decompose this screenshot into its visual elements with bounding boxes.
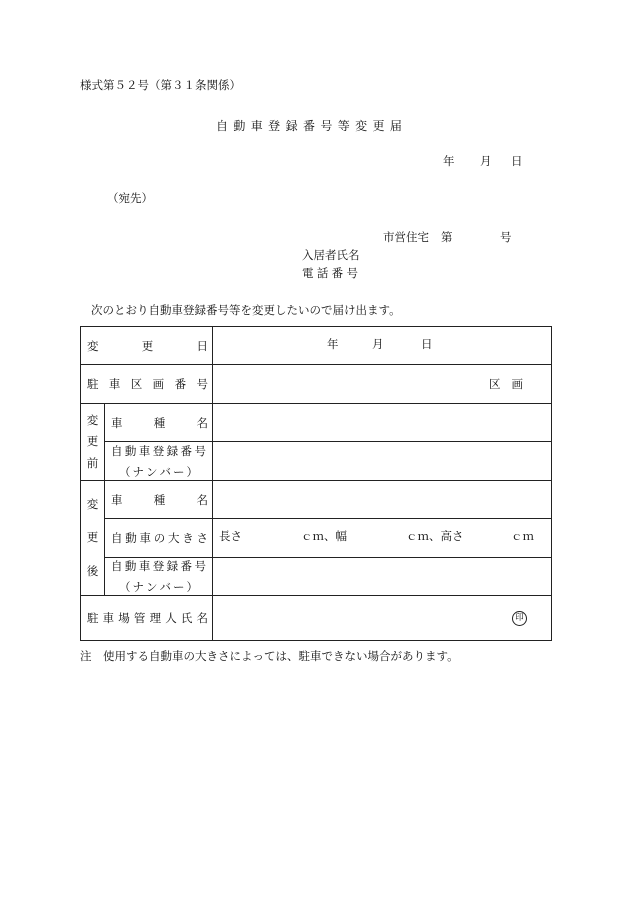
row-after-reg xyxy=(81,558,552,596)
before-car-model-label: 車 種 名 xyxy=(111,415,208,430)
resident-name-label: 入居者氏名 xyxy=(302,248,360,262)
footnote: 注 使用する自動車の大きさによっては、駐車できない場合があります。 xyxy=(80,649,459,663)
parking-number-field[interactable] xyxy=(213,365,552,404)
label-cell xyxy=(105,442,213,481)
size-width-label: ｃｍ、幅 xyxy=(301,529,347,543)
change-date-field[interactable] xyxy=(213,327,552,365)
after-reg-number-field[interactable] xyxy=(213,558,552,596)
after-car-model-field[interactable] xyxy=(213,481,552,519)
row-manager xyxy=(81,596,552,641)
before-group xyxy=(81,404,105,481)
label-cell xyxy=(105,558,213,596)
after-group xyxy=(81,481,105,596)
change-date-label: 変 更 日 xyxy=(87,338,208,353)
label-cell xyxy=(105,481,213,519)
manager-name-field[interactable] xyxy=(213,596,552,641)
label-cell xyxy=(105,519,213,558)
label-cell xyxy=(81,596,213,641)
row-before-reg xyxy=(81,442,552,481)
date-month-label: 月 xyxy=(480,154,492,168)
label-cell xyxy=(105,404,213,442)
housing-label: 市営住宅 xyxy=(383,230,429,244)
reg-label-line2: （ ナ ン バ ー ） xyxy=(119,464,198,479)
change-month-label: 月 xyxy=(372,336,384,351)
size-height-label: ｃｍ、高さ xyxy=(406,529,464,543)
before-label: 変 更 前 xyxy=(86,412,99,470)
before-car-model-field[interactable] xyxy=(213,404,552,442)
manager-label: 駐 車 場 管 理 人 氏 名 xyxy=(87,611,208,625)
reg-label-line1: 自 動 車 登 録 番 号 xyxy=(111,559,206,573)
date-year-label: 年 xyxy=(443,154,455,168)
before-reg-number-label xyxy=(105,443,212,480)
intro-text: 次のとおり自動車登録番号等を変更したいので届け出ます。 xyxy=(91,303,401,317)
after-car-model-label: 車 種 名 xyxy=(111,492,208,507)
before-reg-number-field[interactable] xyxy=(213,442,552,481)
after-label: 変 更 後 xyxy=(86,496,99,578)
label-cell xyxy=(81,327,213,365)
row-parking xyxy=(81,365,552,404)
addressee: （宛先） xyxy=(107,191,153,205)
parking-label: 駐 車 区 画 番 号 xyxy=(87,377,208,391)
seal-mark-icon: 印 xyxy=(512,611,527,626)
row-after-size xyxy=(81,519,552,558)
reg-label-line2: （ ナ ン バ ー ） xyxy=(119,580,198,594)
date-day-label: 日 xyxy=(511,154,523,168)
housing-go: 号 xyxy=(500,230,512,244)
change-form-table xyxy=(80,326,552,641)
reg-label-line1: 自 動 車 登 録 番 号 xyxy=(111,443,206,458)
row-after-model xyxy=(81,481,552,519)
parking-unit: 区 画 xyxy=(489,377,523,391)
form-title: 自 動 車 登 録 番 号 等 変 更 届 xyxy=(216,119,402,133)
row-before-model xyxy=(81,404,552,442)
row-change-date xyxy=(81,327,552,365)
label-cell xyxy=(81,365,213,404)
form-number: 様式第５２号（第３１条関係） xyxy=(80,78,241,92)
size-field[interactable] xyxy=(213,519,552,558)
housing-dai: 第 xyxy=(441,230,453,244)
change-year-label: 年 xyxy=(327,336,339,351)
after-reg-number-label xyxy=(105,558,212,595)
change-day-label: 日 xyxy=(421,336,433,351)
size-length-label: 長さ xyxy=(219,529,242,543)
size-cm-label: ｃｍ xyxy=(511,529,534,543)
size-label: 自 動 車 の 大 き さ xyxy=(111,531,208,545)
phone-label: 電 話 番 号 xyxy=(302,266,358,280)
